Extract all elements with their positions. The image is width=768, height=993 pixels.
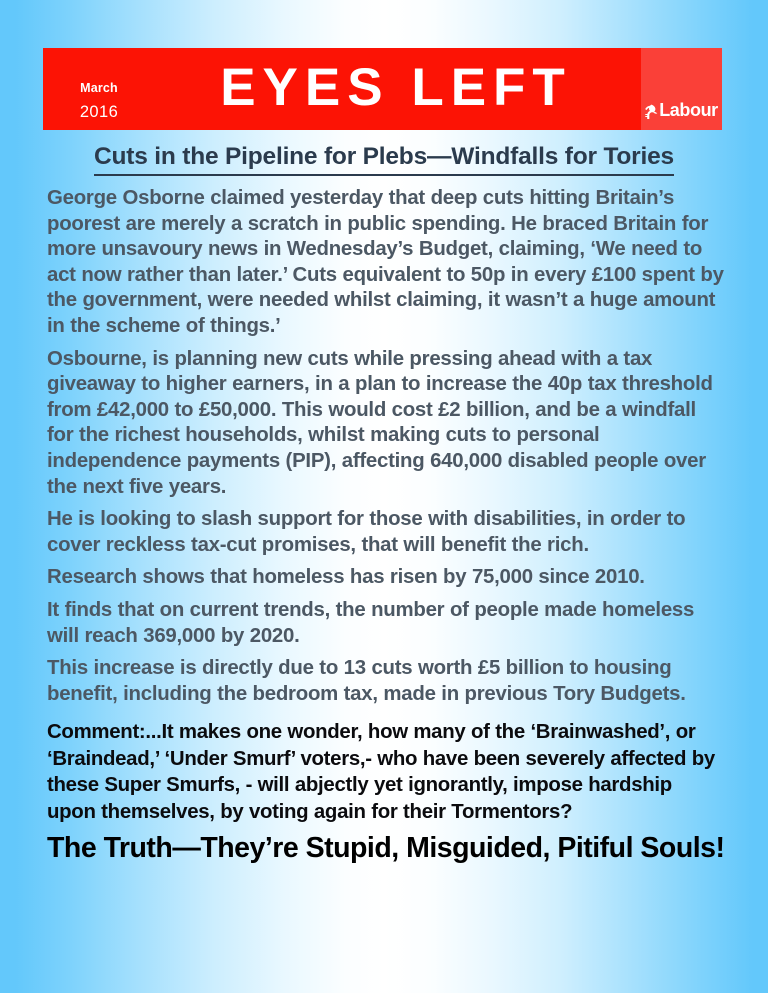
article-paragraph: It finds that on current trends, the number of people made homeless will reach 369,000 by 2020. (47, 598, 695, 647)
labour-logo-wordmark: Labour (659, 100, 718, 120)
closing-kicker: The Truth—They’re Stupid, Misguided, Pitiful Souls! (47, 832, 725, 865)
labour-logo (641, 48, 722, 130)
issue-date (43, 48, 155, 130)
editorial-comment: Comment:...It makes one wonder, how many of the ‘Brainwashed’, or ‘Braindead,’ ‘Under Smurf’ voters,- who have been severely affected by these Super Smurfs, - will abjectly yet ignorantly, impose hardship upon themselves, by voting again for their Tormentors? (47, 721, 715, 823)
article-body (47, 186, 725, 865)
article-headline (0, 143, 768, 179)
article-paragraph: Research shows that homeless has risen by 75,000 since 2010. (47, 566, 645, 589)
article-headline-text: Cuts in the Pipeline for Plebs—Windfalls for Tories (94, 143, 674, 176)
issue-year: 2016 (79, 102, 119, 121)
labour-rose-icon (645, 104, 658, 119)
issue-month: March (80, 81, 118, 95)
publication-title: EYES LEFT (220, 58, 572, 117)
article-paragraph: He is looking to slash support for those with disabilities, in order to cover reckless tax-cut promises, that will benefit the rich. (47, 508, 686, 556)
article-paragraph: George Osborne claimed yesterday that deep cuts hitting Britain’s poorest are merely a scratch in public spending. He braced Britain for more unsavoury news in Wednesday’s Budget, claiming, ‘We need to act now rather than later.’ Cuts equivalent to 50p in every £100 spent by the government, were needed whilst claiming, it wasn’t a huge amount in the scheme of things.’ (47, 187, 724, 337)
article-paragraph: This increase is directly due to 13 cuts worth £5 billion to housing benefit, including the bedroom tax, made in previous Tory Budgets. (47, 657, 686, 705)
masthead-banner (43, 48, 722, 130)
labour-logo-inner (645, 101, 718, 119)
article-paragraph: Osbourne, is planning new cuts while pressing ahead with a tax giveaway to higher earners, in a plan to increase the 40p tax threshold from £42,000 to £50,000. This would cost £2 billion, and be a windfall for the richest households, whilst making cuts to personal independence payments (PIP), affecting 640,000 disabled people over the next five years. (47, 347, 713, 498)
